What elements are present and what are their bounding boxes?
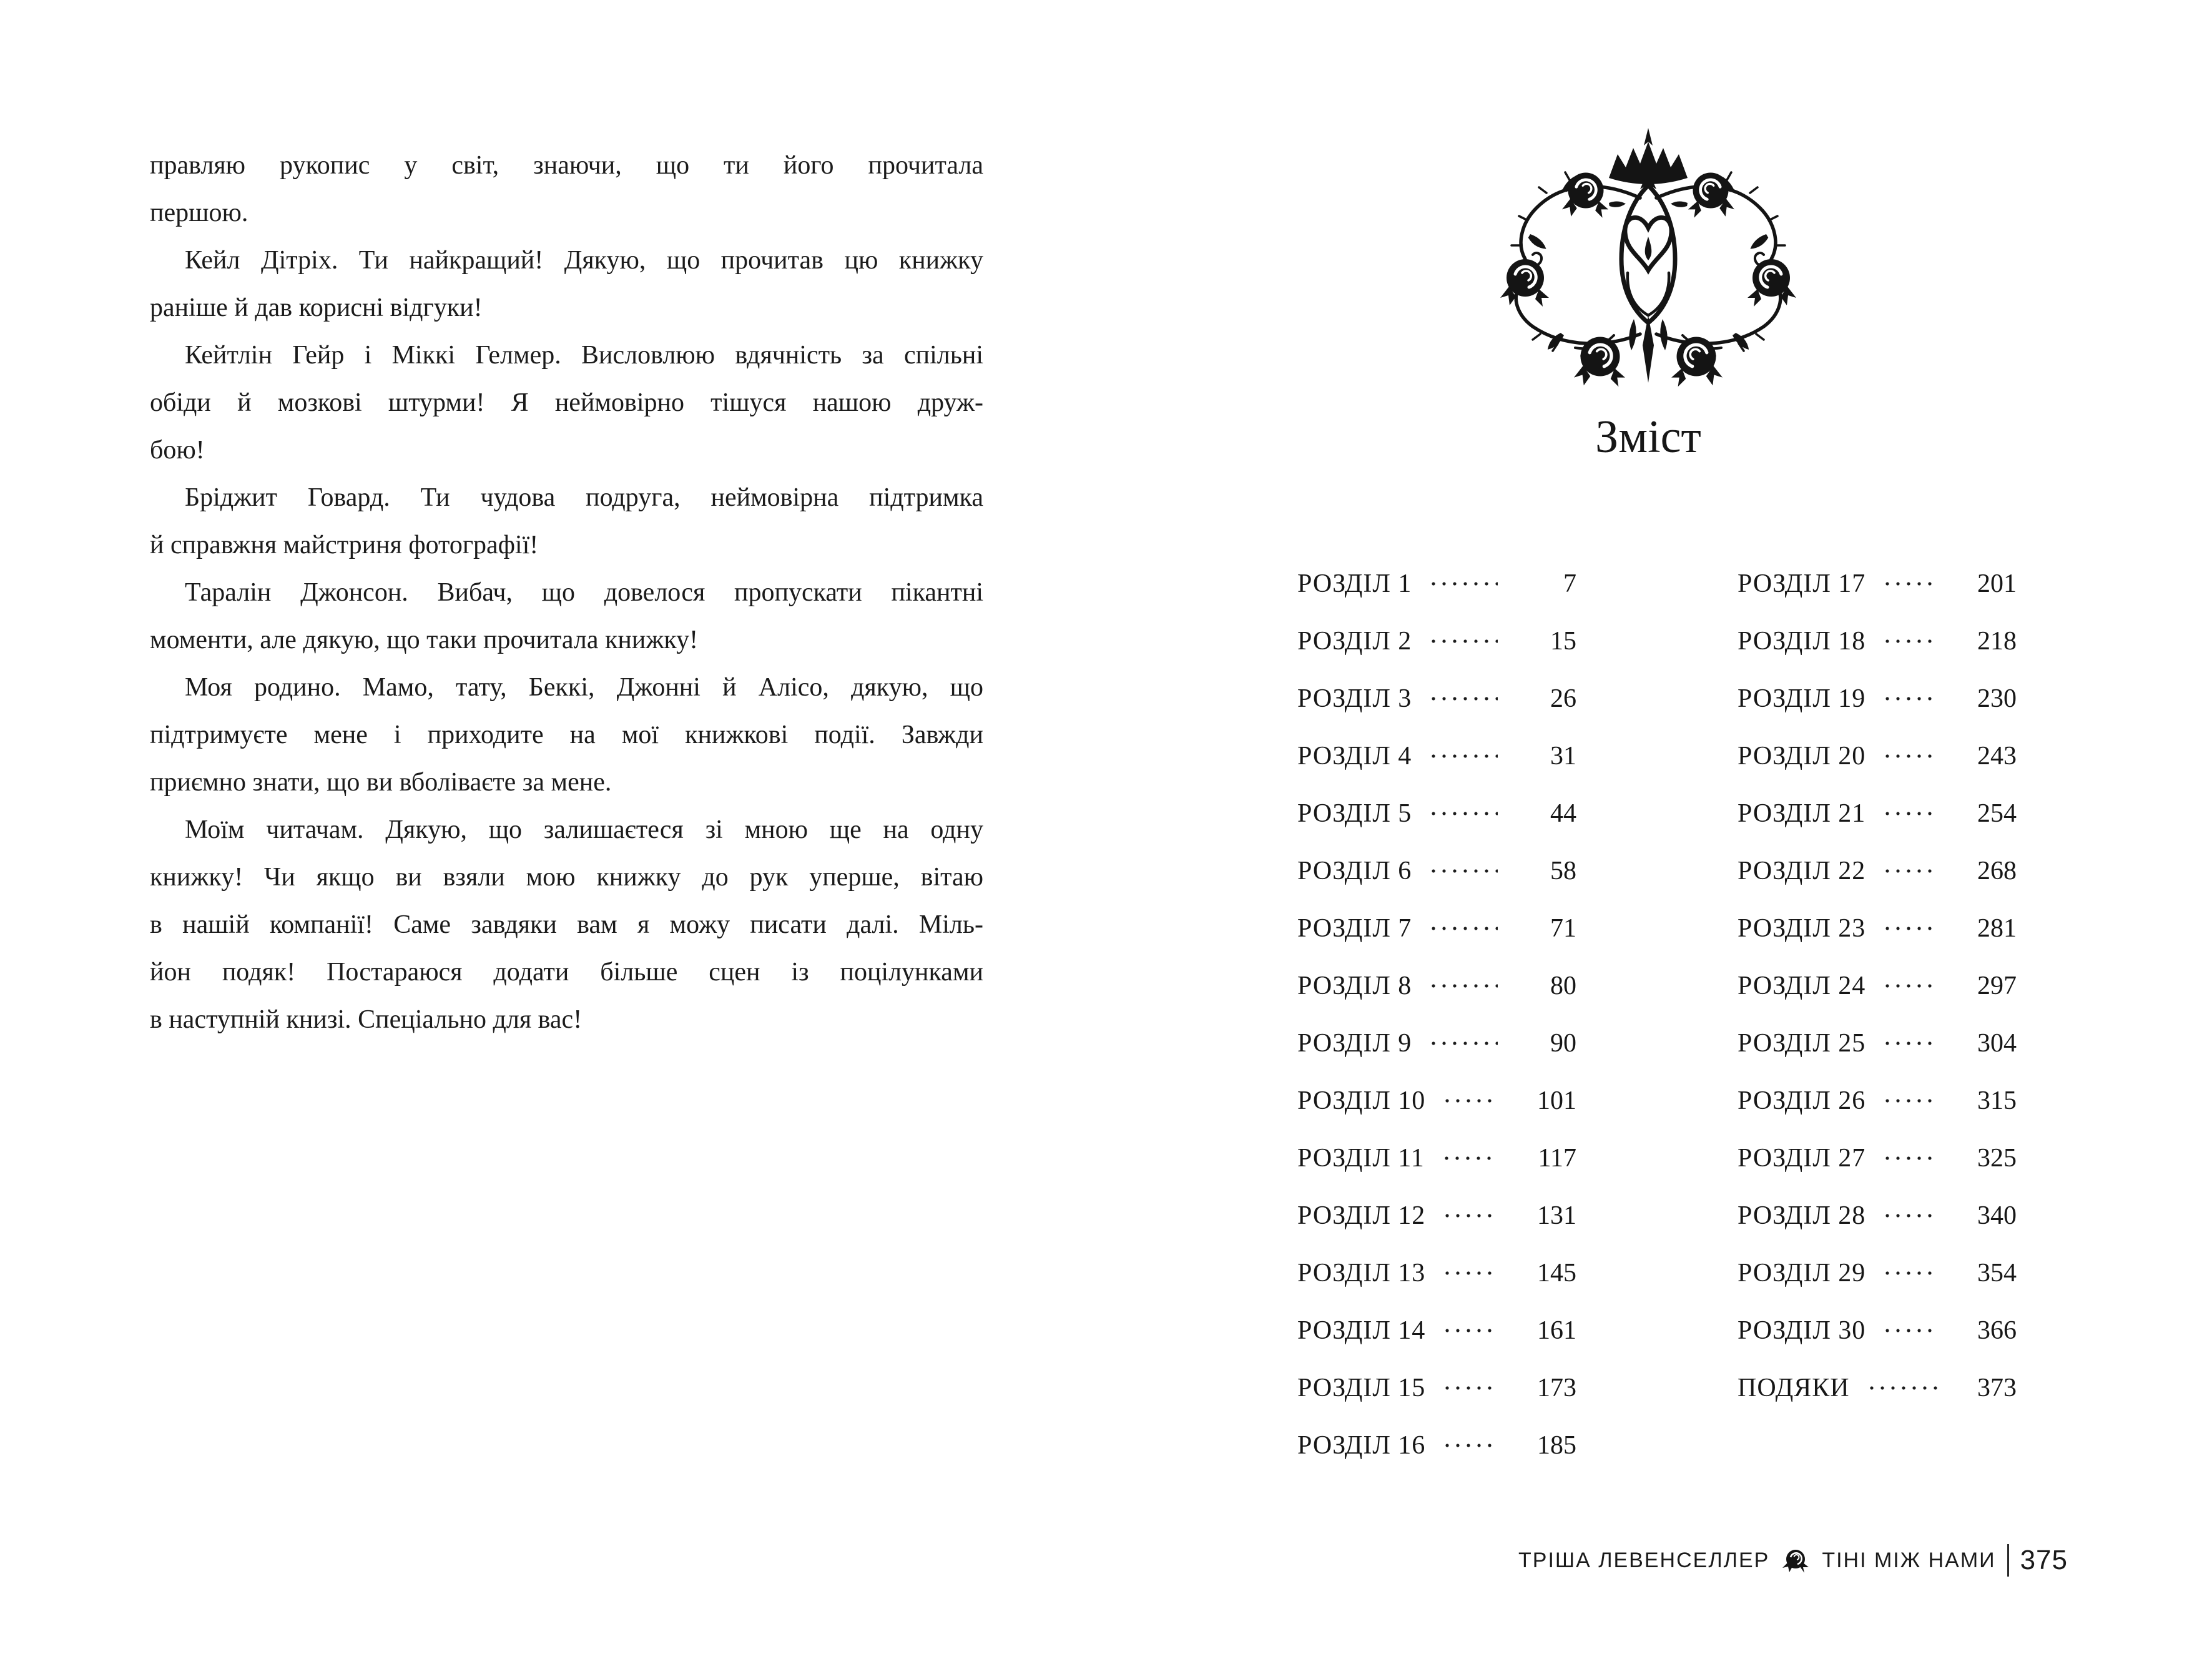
- dotted-leader: [1445, 1271, 1498, 1275]
- chapter-page-number: 268: [1977, 857, 2017, 885]
- chapter-label: РОЗДІЛ 4: [1297, 742, 1412, 770]
- toc-row: [1297, 1244, 1576, 1302]
- chapter-page-number: 117: [1538, 1144, 1576, 1173]
- chapter-page-number: 201: [1977, 569, 2017, 598]
- text-line: Бріджит Говард. Ти чудова подруга, неймовірна підтримка: [185, 483, 983, 512]
- dotted-leader: [1885, 754, 1938, 758]
- chapter-page-number: 230: [1977, 684, 2017, 713]
- footer-author: ТРІША ЛЕВЕНСЕЛЛЕР: [1518, 1548, 1770, 1572]
- chapter-page-number: 15: [1550, 627, 1576, 656]
- chapter-page-number: 185: [1537, 1431, 1576, 1460]
- dotted-leader: [1885, 697, 1938, 701]
- text-line: моменти, але дякую, що таки прочитала книжку!: [150, 626, 699, 654]
- text-line: першою.: [150, 199, 248, 227]
- dotted-leader: [1885, 1099, 1938, 1103]
- toc-row: [1297, 727, 1576, 785]
- chapter-page-number: 71: [1550, 914, 1576, 943]
- chapter-label: РОЗДІЛ 26: [1738, 1086, 1866, 1115]
- chapter-page-number: 315: [1977, 1086, 2017, 1115]
- toc-row: [1297, 670, 1576, 727]
- text-line: Моя родино. Мамо, тату, Беккі, Джонні й Алісо, дякую, що: [185, 673, 983, 702]
- dotted-leader: [1445, 1329, 1498, 1332]
- toc-row: [1738, 1072, 2017, 1130]
- chapter-label: РОЗДІЛ 8: [1297, 972, 1412, 1000]
- toc-column-left: [1297, 555, 1576, 1474]
- chapter-label: РОЗДІЛ 16: [1297, 1431, 1426, 1460]
- toc-row: [1297, 1130, 1576, 1187]
- toc-row: [1738, 957, 2017, 1015]
- toc-row: [1297, 1015, 1576, 1072]
- chapter-page-number: 254: [1977, 799, 2017, 828]
- dotted-leader: [1885, 927, 1938, 930]
- toc-row: [1738, 613, 2017, 670]
- dotted-leader: [1885, 639, 1938, 643]
- chapter-label: РОЗДІЛ 28: [1738, 1201, 1866, 1230]
- chapter-label: РОЗДІЛ 18: [1738, 627, 1866, 656]
- toc-row: [1738, 670, 2017, 727]
- chapter-label: РОЗДІЛ 19: [1738, 684, 1866, 713]
- chapter-page-number: 145: [1537, 1259, 1576, 1287]
- text-line: Кейтлін Гейр і Міккі Гелмер. Висловлюю вдячність за спільні: [185, 341, 983, 370]
- chapter-page-number: 31: [1550, 742, 1576, 770]
- chapter-label: РОЗДІЛ 21: [1738, 799, 1866, 828]
- toc-heading: Зміст: [1595, 411, 1701, 463]
- dotted-leader: [1432, 639, 1498, 643]
- chapter-label: РОЗДІЛ 14: [1297, 1316, 1426, 1345]
- chapter-page-number: 243: [1977, 742, 2017, 770]
- footer-book-title: ТІНІ МІЖ НАМИ: [1822, 1548, 1996, 1572]
- running-footer: [1518, 1544, 2068, 1577]
- dotted-leader: [1885, 1214, 1938, 1218]
- dotted-leader: [1432, 697, 1498, 701]
- toc-row: [1297, 1417, 1576, 1474]
- chapter-page-number: 340: [1977, 1201, 2017, 1230]
- chapter-label: РОЗДІЛ 7: [1297, 914, 1412, 943]
- text-line: в нашій компанії! Саме завдяки вам я можу писати далі. Міль-: [150, 910, 983, 939]
- dotted-leader: [1432, 869, 1498, 873]
- toc-row: [1297, 785, 1576, 842]
- chapter-page-number: 297: [1977, 972, 2017, 1000]
- chapter-label: РОЗДІЛ 22: [1738, 857, 1866, 885]
- toc-row: [1738, 1302, 2017, 1359]
- toc-row: [1738, 1244, 2017, 1302]
- chapter-page-number: 281: [1977, 914, 2017, 943]
- toc-row: [1297, 613, 1576, 670]
- dotted-leader: [1870, 1386, 1938, 1390]
- toc-row: [1297, 1302, 1576, 1359]
- dotted-leader: [1885, 1041, 1938, 1045]
- chapter-label: РОЗДІЛ 20: [1738, 742, 1866, 770]
- toc-row: [1738, 555, 2017, 613]
- dotted-leader: [1885, 582, 1938, 586]
- chapter-label: РОЗДІЛ 9: [1297, 1029, 1412, 1058]
- chapter-label: РОЗДІЛ 13: [1297, 1259, 1426, 1287]
- chapter-label: РОЗДІЛ 5: [1297, 799, 1412, 828]
- chapter-label: РОЗДІЛ 2: [1297, 627, 1412, 656]
- dotted-leader: [1885, 1156, 1938, 1160]
- toc-row: [1738, 900, 2017, 957]
- chapter-label: РОЗДІЛ 27: [1738, 1144, 1866, 1173]
- text-line: підтримуєте мене і приходите на мої книжкові події. Завжди: [150, 721, 983, 749]
- rose-crown-ornament: [1470, 128, 1826, 396]
- dotted-leader: [1885, 1271, 1938, 1275]
- toc-row: [1297, 900, 1576, 957]
- toc-column-right: [1738, 555, 2017, 1417]
- toc-row: [1297, 1187, 1576, 1244]
- chapter-label: РОЗДІЛ 11: [1297, 1144, 1425, 1173]
- chapter-page-number: 366: [1977, 1316, 2017, 1345]
- dotted-leader: [1445, 1386, 1498, 1390]
- toc-row: [1297, 1072, 1576, 1130]
- text-line: правляю рукопис у світ, знаючи, що ти його прочитала: [150, 151, 983, 180]
- dotted-leader: [1432, 984, 1498, 988]
- chapter-label: РОЗДІЛ 15: [1297, 1374, 1426, 1402]
- toc-row: [1738, 1130, 2017, 1187]
- chapter-label: РОЗДІЛ 30: [1738, 1316, 1866, 1345]
- chapter-label: РОЗДІЛ 1: [1297, 569, 1412, 598]
- toc-row: [1738, 1359, 2017, 1417]
- rose-icon: [1781, 1545, 1811, 1575]
- toc-row: [1297, 842, 1576, 900]
- text-line: обіди й мозкові штурми! Я неймовірно тішуся нашою друж-: [150, 388, 983, 417]
- chapter-label: РОЗДІЛ 12: [1297, 1201, 1426, 1230]
- toc-row: [1297, 957, 1576, 1015]
- chapter-page-number: 90: [1550, 1029, 1576, 1058]
- chapter-page-number: 7: [1563, 569, 1576, 598]
- dotted-leader: [1432, 927, 1498, 930]
- text-line: йон подяк! Постараюся додати більше сцен із поцілунками: [150, 958, 983, 987]
- toc-row: [1297, 555, 1576, 613]
- chapter-page-number: 161: [1537, 1316, 1576, 1345]
- chapter-page-number: 80: [1550, 972, 1576, 1000]
- chapter-page-number: 101: [1537, 1086, 1576, 1115]
- text-line: Моїм читачам. Дякую, що залишаєтеся зі мною ще на одну: [185, 815, 983, 844]
- chapter-label: РОЗДІЛ 6: [1297, 857, 1412, 885]
- toc-row: [1297, 1359, 1576, 1417]
- dotted-leader: [1432, 1041, 1498, 1045]
- chapter-page-number: 304: [1977, 1029, 2017, 1058]
- dotted-leader: [1445, 1099, 1498, 1103]
- dotted-leader: [1885, 812, 1938, 815]
- toc-row: [1738, 785, 2017, 842]
- dotted-leader: [1445, 1444, 1498, 1447]
- chapter-label: ПОДЯКИ: [1738, 1374, 1850, 1402]
- dotted-leader: [1885, 869, 1938, 873]
- toc-row: [1738, 727, 2017, 785]
- chapter-label: РОЗДІЛ 17: [1738, 569, 1866, 598]
- text-line: раніше й дав корисні відгуки!: [150, 293, 483, 322]
- footer-divider: [2007, 1544, 2009, 1577]
- dotted-leader: [1432, 754, 1498, 758]
- dotted-leader: [1432, 812, 1498, 815]
- chapter-page-number: 173: [1537, 1374, 1576, 1402]
- chapter-page-number: 131: [1537, 1201, 1576, 1230]
- text-line: в наступній книзі. Спеціально для вас!: [150, 1005, 582, 1034]
- chapter-label: РОЗДІЛ 10: [1297, 1086, 1426, 1115]
- dotted-leader: [1885, 984, 1938, 988]
- chapter-page-number: 354: [1977, 1259, 2017, 1287]
- text-line: Таралін Джонсон. Вибач, що довелося пропускати пікантні: [185, 578, 983, 607]
- toc-row: [1738, 842, 2017, 900]
- chapter-label: РОЗДІЛ 23: [1738, 914, 1866, 943]
- dotted-leader: [1445, 1214, 1498, 1218]
- text-line: приємно знати, що ви вболіваєте за мене.: [150, 768, 612, 797]
- text-line: бою!: [150, 436, 205, 465]
- chapter-page-number: 325: [1977, 1144, 2017, 1173]
- chapter-label: РОЗДІЛ 3: [1297, 684, 1412, 713]
- dotted-leader: [1445, 1156, 1498, 1160]
- chapter-page-number: 218: [1977, 627, 2017, 656]
- chapter-label: РОЗДІЛ 24: [1738, 972, 1866, 1000]
- text-line: Кейл Дітріх. Ти найкращий! Дякую, що прочитав цю книжку: [185, 246, 983, 275]
- toc-row: [1738, 1187, 2017, 1244]
- chapter-page-number: 26: [1550, 684, 1576, 713]
- toc-row: [1738, 1015, 2017, 1072]
- text-line: книжку! Чи якщо ви взяли мою книжку до рук уперше, вітаю: [150, 863, 983, 892]
- chapter-page-number: 373: [1977, 1374, 2017, 1402]
- footer-page-number: 375: [2020, 1545, 2068, 1575]
- dotted-leader: [1885, 1329, 1938, 1332]
- chapter-page-number: 58: [1550, 857, 1576, 885]
- chapter-label: РОЗДІЛ 25: [1738, 1029, 1866, 1058]
- acknowledgments-text: [150, 142, 983, 1043]
- chapter-page-number: 44: [1550, 799, 1576, 828]
- text-line: й справжня майстриня фотографії!: [150, 531, 539, 559]
- dotted-leader: [1432, 582, 1498, 586]
- chapter-label: РОЗДІЛ 29: [1738, 1259, 1866, 1287]
